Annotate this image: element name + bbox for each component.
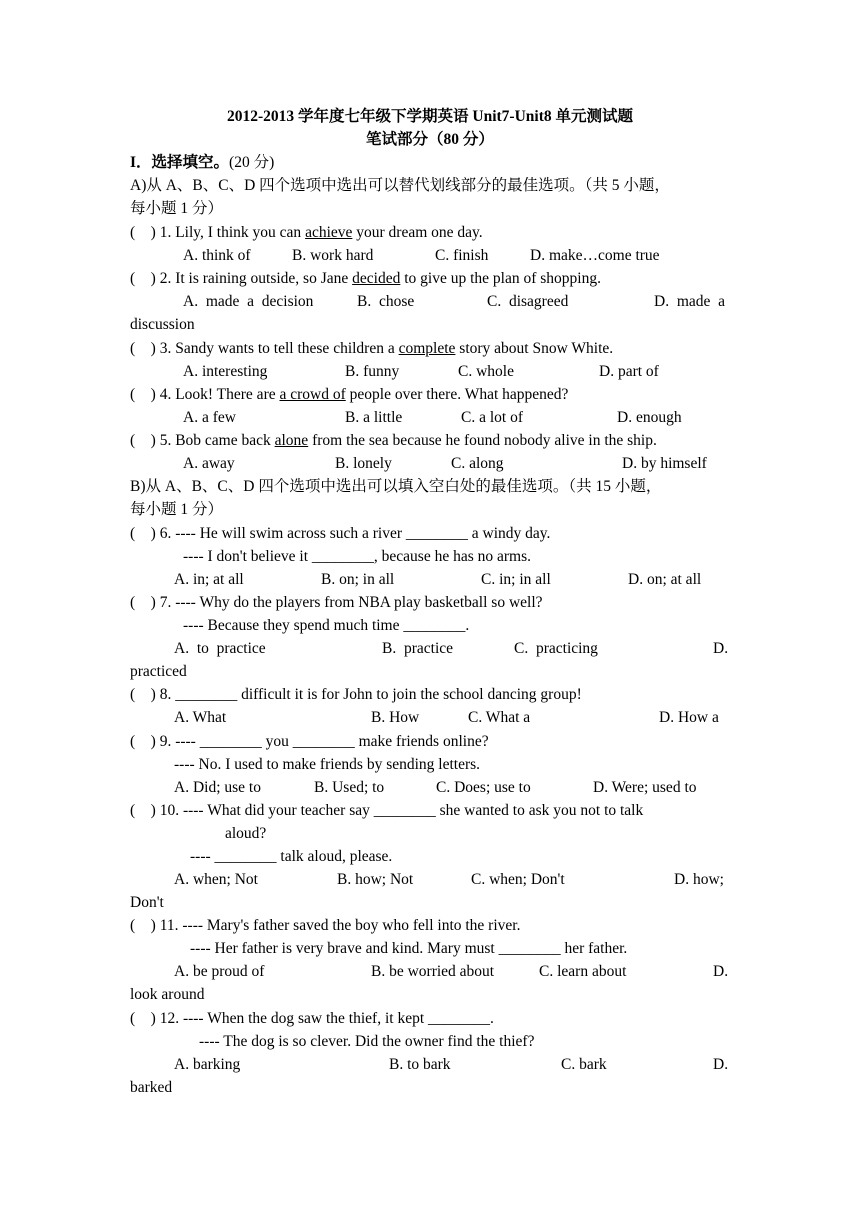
q2-option-c: C. disagreed <box>487 293 569 310</box>
q9-option-d: D. Were; used to <box>593 779 697 796</box>
q7-option-a: A. to practice <box>174 640 266 657</box>
q11-option-a: A. be proud of <box>174 963 265 980</box>
underlined-word: alone <box>274 432 309 449</box>
q7-option-b: B. practice <box>382 640 454 657</box>
q4-option-c: C. a lot of <box>461 409 523 426</box>
q2-option-d: D. made a <box>654 293 726 310</box>
q2-option-b: B. chose <box>357 293 415 310</box>
q12-option-d: D. <box>713 1056 729 1073</box>
question-3: ( ) 3. Sandy wants to tell these children a complete story about Snow White. <box>130 340 614 357</box>
q2-option-a: A. made a decision <box>183 293 314 310</box>
question-12: ( ) 12. ---- When the dog saw the thief, it kept ________. <box>130 1010 494 1027</box>
q1-option-a: A. think of <box>183 247 251 264</box>
question-11: ( ) 11. ---- Mary's father saved the boy who fell into the river. <box>130 917 521 934</box>
part-a-instructions: A)从 A、B、C、D 四个选项中选出可以替代划线部分的最佳选项。（共 5 小题， <box>130 177 670 194</box>
page-title: 2012-2013 学年度七年级下学期英语 Unit7-Unit8 单元测试题 <box>226 108 633 125</box>
q10-option-a: A. when; Not <box>174 871 258 888</box>
question-7-line2: ---- Because they spend much time ________. <box>183 617 470 634</box>
q8-option-c: C. What a <box>468 709 531 726</box>
q6-option-c: C. in; in all <box>481 571 551 588</box>
question-10-wrap: aloud? <box>225 825 267 842</box>
question-9: ( ) 9. ---- ________ you ________ make friends online? <box>130 733 489 750</box>
q2-option-d-wrap: discussion <box>130 316 195 333</box>
q6-option-a: A. in; at all <box>174 571 244 588</box>
section-heading-text: I．选择填空。 <box>130 154 230 171</box>
question-12-line2: ---- The dog is so clever. Did the owner find the thief? <box>199 1033 535 1050</box>
underlined-word: complete <box>398 340 456 357</box>
page-subtitle: 笔试部分（80 分） <box>366 131 494 148</box>
q5-option-c: C. along <box>451 455 504 472</box>
q9-option-a: A. Did; use to <box>174 779 261 796</box>
part-b-instructions-cont: 每小题 1 分） <box>130 501 224 518</box>
underlined-word: achieve <box>305 224 353 241</box>
q1-option-b: B. work hard <box>292 247 374 264</box>
q11-option-b: B. be worried about <box>371 963 495 980</box>
q12-option-c: C. bark <box>561 1056 607 1073</box>
q5-option-a: A. away <box>183 455 235 472</box>
q3-option-c: C. whole <box>458 363 514 380</box>
q3-option-b: B. funny <box>345 363 400 380</box>
q6-option-d: D. on; at all <box>628 571 702 588</box>
q7-option-d: D. <box>713 640 729 657</box>
question-2: ( ) 2. It is raining outside, so Jane decided to give up the plan of shopping. <box>130 270 601 287</box>
question-5: ( ) 5. Bob came back alone from the sea because he found nobody alive in the ship. <box>130 432 657 449</box>
q8-option-d: D. How a <box>659 709 719 726</box>
question-10: ( ) 10. ---- What did your teacher say ________ she wanted to ask you not to talk <box>130 802 644 819</box>
underlined-word: decided <box>352 270 401 287</box>
q3-option-d: D. part of <box>599 363 659 380</box>
q8-option-b: B. How <box>371 709 420 726</box>
q1-option-c: C. finish <box>435 247 489 264</box>
q11-option-d: D. <box>713 963 729 980</box>
q5-option-d: D. by himself <box>622 455 707 472</box>
q4-option-a: A. a few <box>183 409 236 426</box>
q12-option-d-wrap: barked <box>130 1079 173 1096</box>
question-6: ( ) 6. ---- He will swim across such a river ________ a windy day. <box>130 525 551 542</box>
q1-option-d: D. make…come true <box>530 247 660 264</box>
question-6-line2: ---- I don't believe it ________, because he has no arms. <box>183 548 531 565</box>
q11-option-d-wrap: look around <box>130 986 205 1003</box>
q10-option-d-wrap: Don't <box>130 894 164 911</box>
part-b-instructions: B)从 A、B、C、D 四个选项中选出可以填入空白处的最佳选项。（共 15 小题， <box>130 478 662 495</box>
q9-option-b: B. Used; to <box>314 779 385 796</box>
q12-option-a: A. barking <box>174 1056 241 1073</box>
q7-option-c: C. practicing <box>514 640 598 657</box>
question-11-line2: ---- Her father is very brave and kind. Mary must ________ her father. <box>190 940 628 957</box>
q8-option-a: A. What <box>174 709 227 726</box>
q6-option-b: B. on; in all <box>321 571 395 588</box>
question-9-line2: ---- No. I used to make friends by sending letters. <box>174 756 481 773</box>
q10-option-c: C. when; Don't <box>471 871 565 888</box>
q3-option-a: A. interesting <box>183 363 268 380</box>
section-heading <box>130 153 274 173</box>
q9-option-c: C. Does; use to <box>436 779 531 796</box>
q10-option-b: B. how; Not <box>337 871 414 888</box>
question-7: ( ) 7. ---- Why do the players from NBA play basketball so well? <box>130 594 543 611</box>
question-1: ( ) 1. Lily, I think you can achieve your dream one day. <box>130 224 483 241</box>
question-10-line2: ---- ________ talk aloud, please. <box>190 848 393 865</box>
q7-option-d-wrap: practiced <box>130 663 187 680</box>
q4-option-b: B. a little <box>345 409 403 426</box>
section-score: (20 分) <box>229 154 275 171</box>
q10-option-d: D. how; <box>674 871 724 888</box>
part-a-instructions-cont: 每小题 1 分） <box>130 200 224 217</box>
underlined-word: a crowd of <box>279 386 346 403</box>
q4-option-d: D. enough <box>617 409 682 426</box>
q11-option-c: C. learn about <box>539 963 627 980</box>
q5-option-b: B. lonely <box>335 455 392 472</box>
q12-option-b: B. to bark <box>389 1056 451 1073</box>
question-8: ( ) 8. ________ difficult it is for John to join the school dancing group! <box>130 686 582 703</box>
question-4: ( ) 4. Look! There are a crowd of people over there. What happened? <box>130 386 569 403</box>
